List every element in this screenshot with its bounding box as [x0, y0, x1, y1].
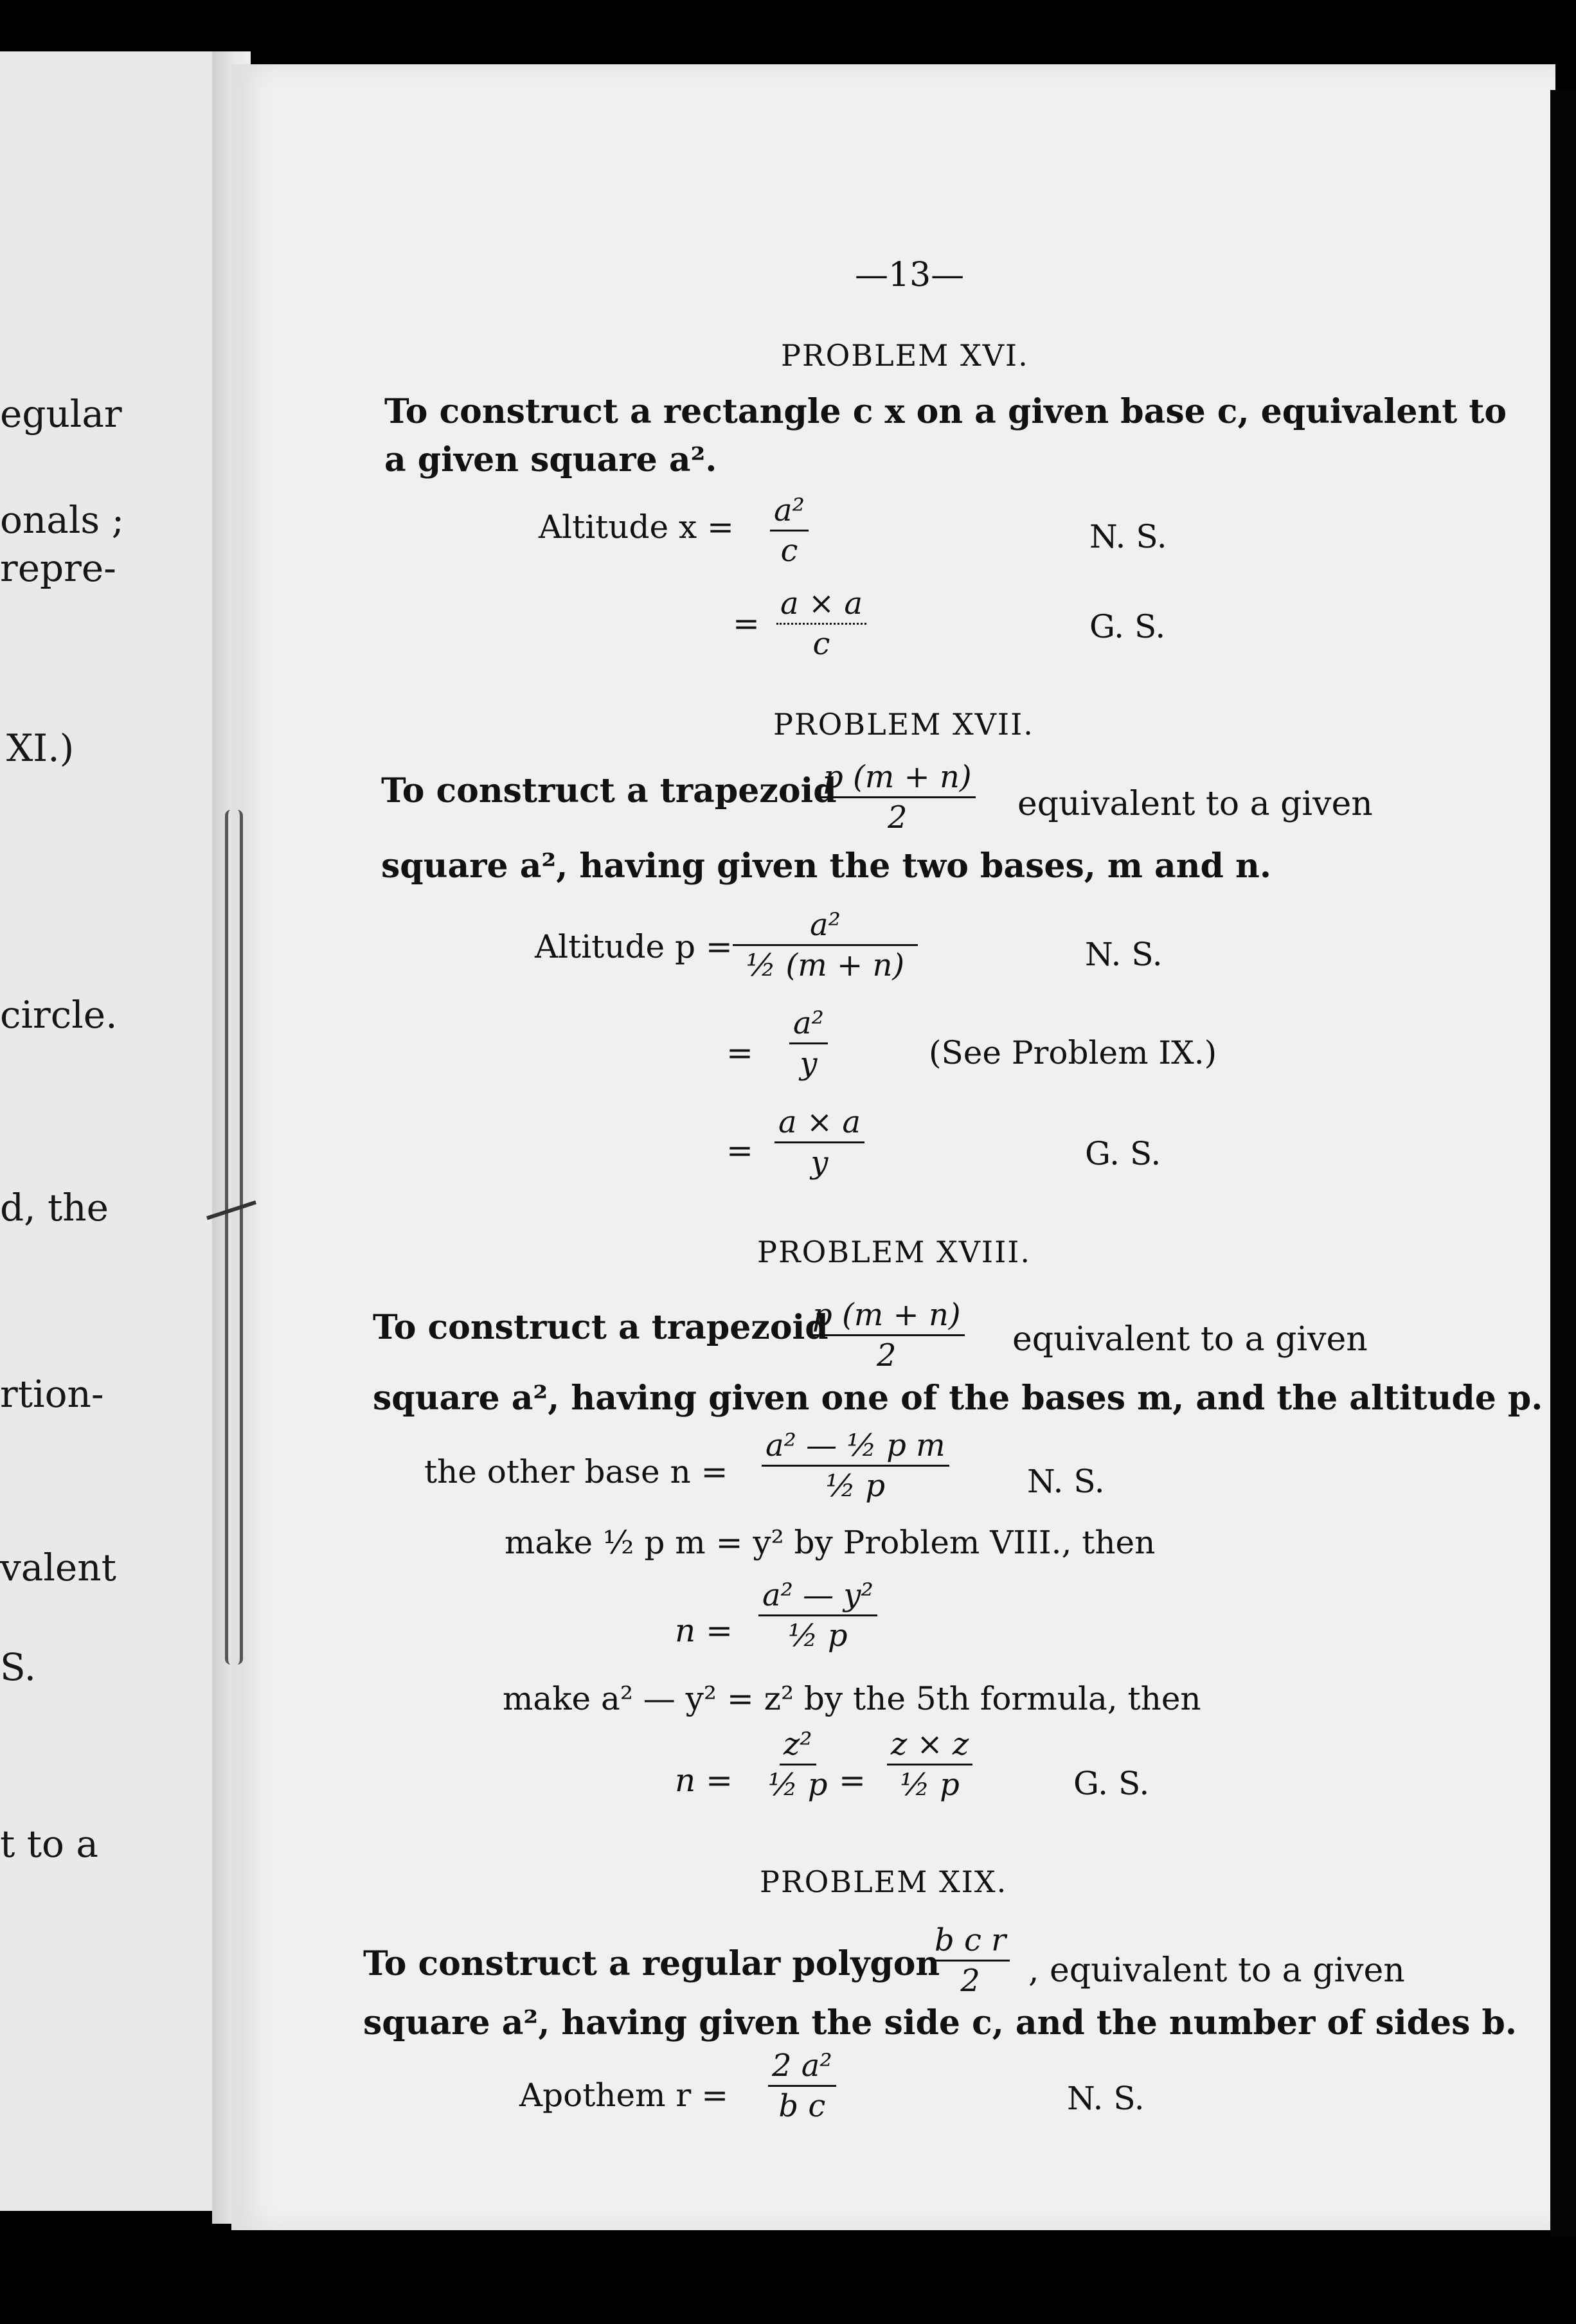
numerator: a × a — [775, 1107, 864, 1143]
p17-see-note: (See Problem IX.) — [929, 1034, 1217, 1071]
facing-page — [0, 51, 219, 2211]
p19-apothem-label: Apothem r = — [519, 2077, 729, 2114]
numerator: a² — [733, 909, 918, 946]
denominator: ½ p — [900, 1767, 960, 1803]
numerator: p (m + n) — [819, 762, 976, 798]
denominator: y — [810, 1145, 828, 1181]
p18-ns: N. S. — [1027, 1463, 1105, 1500]
problem-19-line2: square a², having given the side c, and the number of sides b. — [363, 2003, 1517, 2042]
problem-16-line1: To construct a rectangle c x on a given base c, equivalent to — [384, 392, 1507, 431]
p17-altitude-label: Altitude p = — [535, 928, 733, 965]
p18-formula-3 — [768, 1726, 828, 1803]
p18-n-equals: n = — [675, 1612, 733, 1649]
p17-ns: N. S. — [1085, 936, 1163, 973]
p17-equals-2: = — [726, 1132, 753, 1169]
p18-equals: = — [839, 1762, 866, 1799]
denominator: ½ p — [788, 1618, 848, 1654]
denominator: 2 — [960, 1963, 980, 1999]
problem-18-line1a: To construct a trapezoid — [373, 1308, 828, 1347]
p18-formula-2 — [758, 1577, 877, 1654]
p16-formula-1 — [770, 492, 809, 569]
denominator: 2 — [888, 800, 908, 836]
numerator: a² — [770, 495, 809, 532]
denominator: c — [780, 533, 798, 569]
p18-trapezoid-fraction — [809, 1297, 965, 1373]
p16-altitude-label: Altitude x = — [539, 508, 734, 546]
numerator: a² — y² — [758, 1580, 877, 1616]
denominator: ½ p — [768, 1767, 828, 1803]
p18-formula-4 — [887, 1726, 972, 1803]
p16-ns: N. S. — [1089, 518, 1167, 555]
problem-16-line2: a given square a². — [384, 440, 717, 479]
binding-thread — [225, 810, 243, 1665]
numerator: 2 a² — [768, 2050, 836, 2087]
p17-gs: G. S. — [1085, 1135, 1161, 1172]
numerator: z² — [780, 1729, 816, 1765]
problem-19-line1b: , equivalent to a given — [1028, 1951, 1405, 1990]
p17-formula-1 — [733, 909, 918, 981]
p18-base-label: the other base n = — [424, 1453, 728, 1490]
book-page — [231, 64, 1555, 2230]
numerator: z × z — [887, 1729, 972, 1765]
facing-text: egular — [0, 392, 122, 436]
p19-ns: N. S. — [1067, 2080, 1145, 2117]
facing-text: XI.) — [6, 726, 75, 770]
problem-17-line1b: equivalent to a given — [1017, 785, 1373, 823]
problem-17-line1a: To construct a trapezoid — [381, 771, 837, 810]
facing-text: onals ; — [0, 498, 125, 542]
p19-polygon-fraction — [931, 1922, 1010, 1999]
facing-text: valent — [0, 1546, 116, 1589]
p16-equals: = — [733, 605, 760, 642]
denominator: ½ p — [825, 1468, 886, 1504]
p16-gs: G. S. — [1089, 608, 1166, 645]
p18-make-2: make a² — y² = z² by the 5th formula, then — [503, 1680, 1201, 1717]
denominator: c — [812, 626, 830, 662]
p18-formula-1 — [762, 1427, 949, 1504]
numerator: a × a — [776, 588, 866, 625]
p18-gs: G. S. — [1073, 1765, 1150, 1802]
facing-text: d, the — [0, 1186, 109, 1229]
facing-text: S. — [0, 1645, 37, 1689]
p19-formula-1 — [768, 2050, 836, 2122]
denominator: ½ (m + n) — [746, 947, 905, 983]
p17-formula-2 — [789, 1005, 828, 1082]
numerator: p (m + n) — [809, 1300, 965, 1336]
numerator: a² — [789, 1008, 828, 1044]
page-edge — [1550, 90, 1576, 2237]
problem-17-line2: square a², having given the two bases, m and n. — [381, 846, 1271, 886]
facing-text: t to a — [0, 1822, 98, 1866]
facing-text: repre- — [0, 546, 116, 590]
p18-make-1: make ½ p m = y² by Problem VIII., then — [505, 1524, 1156, 1561]
page-number: —13— — [855, 256, 965, 294]
problem-19-line1a: To construct a regular polygon — [363, 1944, 940, 1983]
p17-trapezoid-fraction — [819, 759, 976, 836]
p17-equals-1: = — [726, 1034, 753, 1071]
denominator: b c — [778, 2088, 826, 2124]
denominator: y — [800, 1046, 818, 1082]
p16-formula-2 — [776, 585, 866, 662]
problem-18-line1b: equivalent to a given — [1012, 1320, 1368, 1359]
facing-text: circle. — [0, 993, 118, 1037]
facing-text: rtion- — [0, 1372, 104, 1416]
problem-19-heading: PROBLEM XIX. — [760, 1864, 1008, 1899]
problem-18-line2: square a², having given one of the bases m, and the altitude p. — [373, 1379, 1543, 1418]
problem-17-heading: PROBLEM XVII. — [773, 707, 1034, 742]
numerator: a² — ½ p m — [762, 1430, 949, 1467]
p17-formula-3 — [775, 1104, 864, 1181]
numerator: b c r — [931, 1925, 1010, 1962]
denominator: 2 — [877, 1337, 897, 1373]
p18-n-equals-2: n = — [675, 1762, 733, 1799]
problem-18-heading: PROBLEM XVIII. — [757, 1235, 1032, 1269]
problem-16-heading: PROBLEM XVI. — [781, 338, 1029, 373]
